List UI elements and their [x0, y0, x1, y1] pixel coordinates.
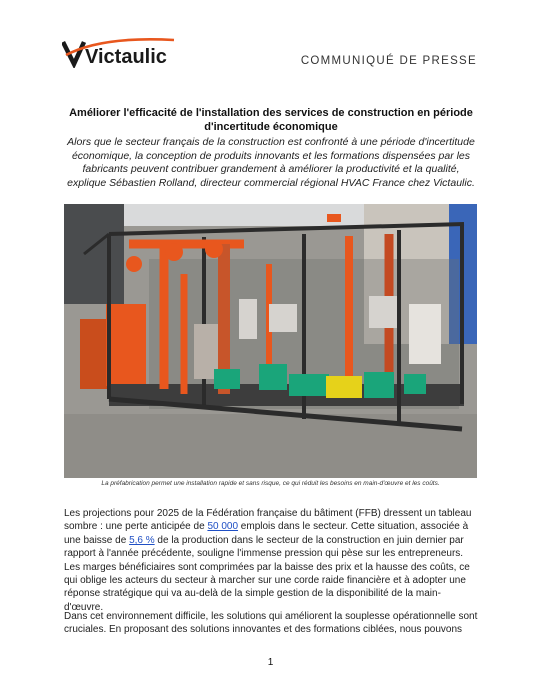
- article-lead: Alors que le secteur français de la construction est confronté à une période d'incertitude économique, la conception de produits innovants et les formations dispensées par les fabricants peuvent contribuer grandement à améliorer la productivité et la qualité, explique Sébastien Rolland, directeur commercial régional HVAC France chez Victaulic.: [67, 136, 475, 189]
- press-release-label: COMMUNIQUÉ DE PRESSE: [300, 55, 477, 67]
- body-paragraph-2: Dans cet environnement difficile, les solutions qui améliorent la souplesse opérationnelle sont cruciales. En proposant des solutions innovantes et des formations ciblées, nous pouvons: [64, 611, 478, 636]
- image-caption: La préfabrication permet une installation rapide et sans risque, ce qui réduit les besoins en main-d'œuvre et les coûts.: [101, 480, 440, 487]
- victaulic-logo: [62, 38, 182, 68]
- p1-text-b: emplois dans le secteur. Cette situation, associée à une baisse de: [64, 521, 469, 546]
- ffb-jobs-link[interactable]: 50 000: [207, 521, 239, 533]
- logo-wordmark: Victaulic: [85, 46, 167, 68]
- prefabricated-skid-illustration: [64, 204, 477, 478]
- p1-text-a: Les projections pour 2025 de la Fédération française du bâtiment (FFB) dressent un tableau sombre : une perte anticipée de: [64, 508, 472, 533]
- body-paragraph-1: [64, 507, 478, 614]
- page-number: 1: [267, 657, 274, 668]
- p1-text-c: de la production dans le secteur de la construction en juin dernier par rapport à l'année précédente, souligne l'immense pression qui pèse sur les entrepreneurs. Les marges bénéficiaires sont comprimées par la baisse des prix et la hausse des coûts, ce qui oblige les acteurs du secteur à marcher sur une corde raide financière et à adopter une réponse stratégique qui va au-delà de la simple gestion de la disponibilité de la main-d'œuvre.: [64, 534, 470, 613]
- article-title: Améliorer l'efficacité de l'installation des services de construction en période d'incertitude économique: [69, 107, 473, 133]
- production-drop-link[interactable]: 5,6 %: [129, 534, 155, 546]
- article-photo: [64, 204, 477, 478]
